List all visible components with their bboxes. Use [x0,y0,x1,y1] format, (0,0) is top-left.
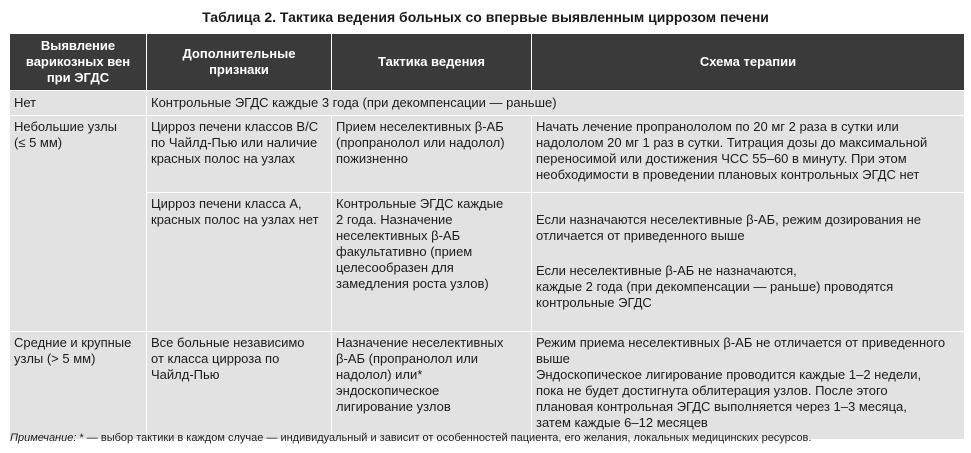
cell-varices-large: Средние и крупные узлы (> 5 мм) [10,332,147,440]
table-row [10,116,965,193]
table-row [10,91,965,116]
cell-signs-small-b: Цирроз печени класса A, красных полос на узлах нет [147,193,332,332]
table-caption: Таблица 2. Тактика ведения больных со впервые выявленным циррозом печени [202,9,769,25]
table-row [10,332,965,440]
header-signs: Дополнительные признаки [147,34,332,91]
header-therapy: Схема терапии [532,34,965,91]
therapy-table [9,33,965,440]
cell-varices-small: Небольшие узлы (≤ 5 мм) [10,116,147,332]
cell-signs-small-a: Цирроз печени классов B/C по Чайлд-Пью или наличие красных полос на узлах [147,116,332,193]
therapy-small-b-part1: Если назначаются неселективные β-АБ, режим дозирования не отличается от приведенного выше [536,212,921,243]
cell-varices-none: Нет [10,91,147,116]
cell-therapy-small-b [532,193,965,332]
cell-signs-large: Все больные независимо от класса цирроза по Чайлд-Пью [147,332,332,440]
header-tactics: Тактика ведения [332,34,532,91]
note-label: Примечание: [10,432,77,444]
cell-tactics-small-a: Прием неселективных β-АБ (пропранолол или надолол) пожизненно [332,116,532,193]
header-row [10,34,965,91]
table-row [10,193,965,332]
note-text: * — выбор тактики в каждом случае — индивидуальный и зависит от особенностей пациента, его желания, локальных медицинских ресурсов. [76,432,812,444]
header-varices: Выявление варикозных вен при ЭГДС [10,34,147,91]
cell-therapy-large: Режим приема неселективных β-АБ не отличается от приведенного выше Эндоскопическое лигирование проводится каждые 1–2 недели, пока не будет достигнута облитерация узлов. После этого плановая контрольная ЭГДС выполняется через 1–3 месяца, затем каждые 6–12 месяцев [532,332,965,440]
cell-tactics-large: Назначение неселективных β-АБ (пропранолол или надолол) или* эндоскопическое лигирование узлов [332,332,532,440]
cell-tactics-small-b: Контрольные ЭГДС каждые 2 года. Назначение неселективных β-АБ факультативно (прием целесообразен для замедления роста узлов) [332,193,532,332]
cell-therapy-small-a: Начать лечение пропранололом по 20 мг 2 раза в сутки или надололом 20 мг 1 раз в сутки. Титрация дозы до максимальной переносимой или достижения ЧСС 55–60 в минуту. При этом необходимости в проведении плановых контрольных ЭГДС нет [532,116,965,193]
therapy-small-b-part2: Если неселективные β-АБ не назначаются, каждые 2 года (при декомпенсации — раньше) проводятся контрольные ЭГДС [536,263,894,310]
table-note [10,432,811,444]
cell-none-merged: Контрольные ЭГДС каждые 3 года (при декомпенсации — раньше) [147,91,965,116]
